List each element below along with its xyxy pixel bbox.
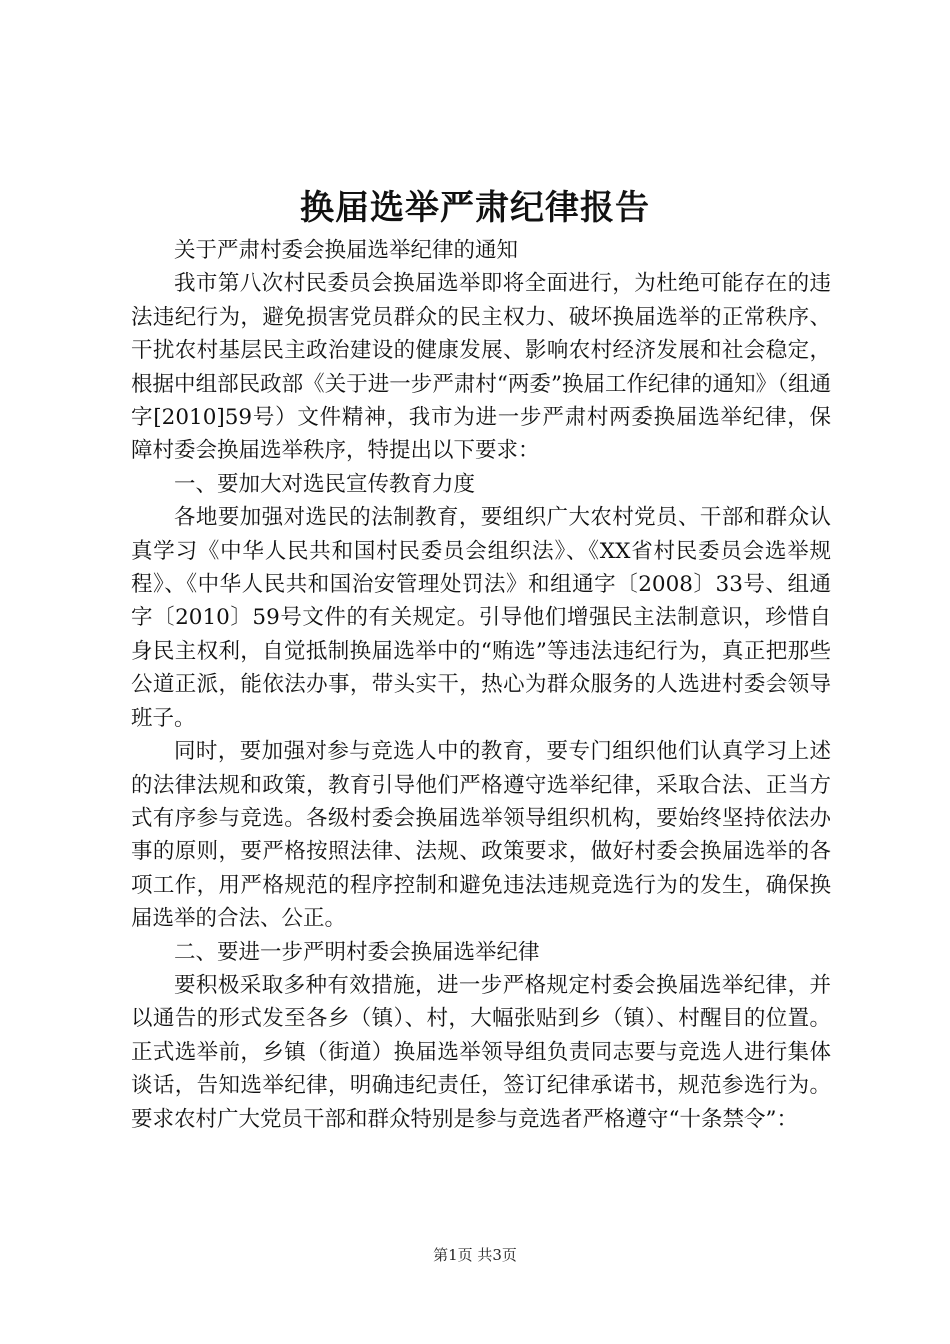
- body-paragraph: 同时，要加强对参与竞选人中的教育，要专门组织他们认真学习上述的法律法规和政策，教育引导他们严格遵守选举纪律，采取合法、正当方式有序参与竞选。各级村委会换届选举领导组织机构，要始终坚持依法办事的原则，要严格按照法律、法规、政策要求，做好村委会换届选举的各项工作，用严格规范的程序控制和避免违法违规竞选行为的发生，确保换届选举的合法、公正。: [131, 739, 831, 932]
- body-paragraph: 要积极采取多种有效措施，进一步严格规定村委会换届选举纪律，并以通告的形式发至各乡（镇）、村，大幅张贴到乡（镇）、村醒目的位置。正式选举前，乡镇（街道）换届选举领导组负责同志要与竞选人进行集体谈话，告知选举纪律，明确违纪责任，签订纪律承诺书，规范参选行为。要求农村广大党员干部和群众特别是参与竞选者严格遵守“十条禁令”：: [131, 972, 831, 1132]
- section-heading: 一、要加大对选民宣传教育力度: [174, 471, 476, 497]
- page-footer: 第1页 共3页: [433, 1246, 517, 1264]
- body-paragraph: 我市第八次村民委员会换届选举即将全面进行，为杜绝可能存在的违法违纪行为，避免损害党员群众的民主权力、破坏换届选举的正常秩序、干扰农村基层民主政治建设的健康发展、影响农村经济发展和社会稳定，根据中组部民政部《关于进一步严肃村“两委”换届工作纪律的通知》（组通字[2010]59号）文件精神，我市为进一步严肃村两委换届选举纪律，保障村委会换届选举秩序，特提出以下要求：: [131, 271, 831, 464]
- body-paragraph: 各地要加强对选民的法制教育，要组织广大农村党员、干部和群众认真学习《中华人民共和国村民委员会组织法》、《XX省村民委员会选举规程》、《中华人民共和国治安管理处罚法》和组通字〔2008〕33号、组通字〔2010〕59号文件的有关规定。引导他们增强民主法制意识，珍惜自身民主权利，自觉抵制换届选举中的“贿选”等违法违纪行为，真正把那些公道正派，能依法办事，带头实干，热心为群众服务的人选进村委会领导班子。: [131, 505, 831, 731]
- document-body: [131, 234, 831, 1136]
- body-paragraph-notice-title: 关于严肃村委会换届选举纪律的通知: [174, 238, 519, 263]
- document-title: 换届选举严肃纪律报告: [300, 188, 650, 228]
- section-heading: 二、要进一步严明村委会换届选举纪律: [174, 939, 540, 965]
